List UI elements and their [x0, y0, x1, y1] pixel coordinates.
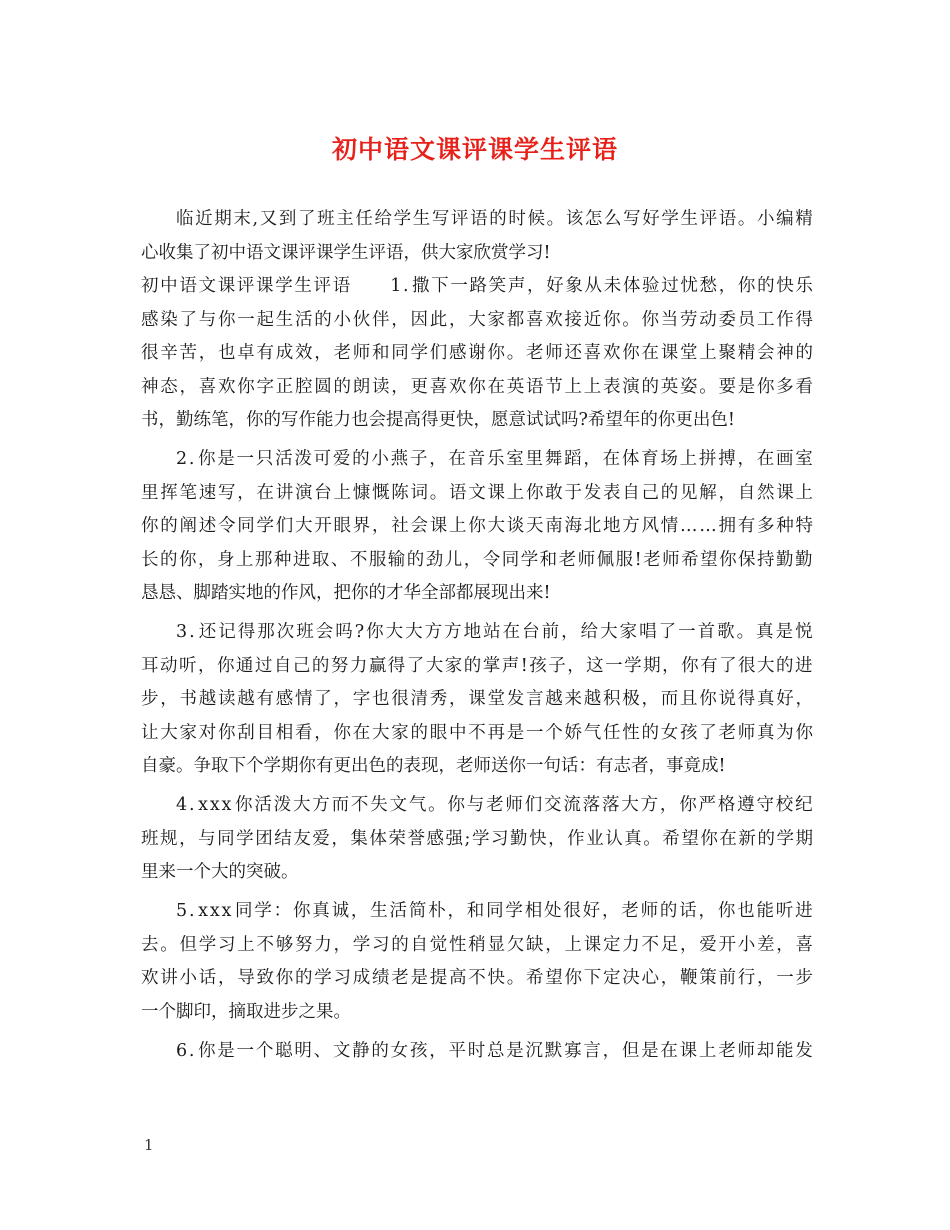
text-line: 临 近 期 末 , 又 到 了 班 主 任 给 学 生 写 评 语 的 时 候 。 该 怎 么 写 好 学 生 评 语 。 小 编 精	[176, 209, 813, 229]
document-body	[141, 203, 813, 1068]
text-line: 去 。 但 学 习 上 不 够 努 力 ， 学 习 的 自 觉 性 稍 显 欠 缺 ， 上 课 定 力 不 足 ， 爱 开 小 差 ， 喜	[141, 934, 813, 955]
text-line: 很 辛 苦 ， 也 卓 有 成 效 ， 老 师 和 同 学 们 感 谢 你 。 老 师 还 喜 欢 你 在 课 堂 上 聚 精 会 神 的	[141, 343, 813, 363]
text-line: 4 . x x x 你 活 泼 大 方 而 不 失 文 气 。 你 与 老 师 们 交 流 落 落 大 方 ， 你 严 格 遵 守 校 纪	[176, 795, 813, 815]
text-line: 欢 讲 小 话 ， 导 致 你 的 学 习 成 绩 老 是 提 高 不 快 。 希 望 你 下 定 决 心 ， 鞭 策 前 行 ， 一 步	[141, 968, 813, 988]
document-title: 初中语文课评课学生评语	[331, 135, 618, 164]
text-line: 2 . 你 是 一 只 活 泼 可 爱 的 小 燕 子 ， 在 音 乐 室 里 舞 蹈 ， 在 体 育 场 上 拼 搏 ， 在 画 室	[176, 449, 813, 469]
text-line: 恳 恳 、 脚 踏 实 地 的 作 风 ， 把 你 的 才 华 全 部 都 展 现 出 来 !	[141, 583, 551, 603]
text-line: 3 . 还 记 得 那 次 班 会 吗 ? 你 大 大 方 方 地 站 在 台 前 ， 给 大 家 唱 了 一 首 歌 。 真 是 悦	[176, 622, 813, 642]
text-line: 班 规 ， 与 同 学 团 结 友 爱 ， 集 体 荣 誉 感 强 ; 学 习 勤 快 ， 作 业 认 真 。 希 望 你 在 新 的 学 期	[141, 828, 813, 849]
text-line: 你 的 阐 述 令 同 学 们 大 开 眼 界 ， 社 会 课 上 你 大 谈 天 南 海 北 地 方 风 情 … … 拥 有 多 种 特	[141, 516, 813, 536]
page-number: 1	[144, 1136, 154, 1154]
text-line: 神 态 ， 喜 欢 你 字 正 腔 圆 的 朗 读 ， 更 喜 欢 你 在 英 语 节 上 上 表 演 的 英 姿 。 要 是 你 多 看	[141, 376, 813, 397]
text-line: 耳 动 听 ， 你 通 过 自 己 的 努 力 赢 得 了 大 家 的 掌 声 ! 孩 子 ， 这 一 学 期 ， 你 有 了 很 大 的 进	[141, 655, 813, 676]
text-line: 感 染 了 与 你 一 起 生 活 的 小 伙 伴 ， 因 此 ， 大 家 都 喜 欢 接 近 你 。 你 当 劳 动 委 员 工 作 得	[141, 309, 813, 330]
text-line: 里 挥 笔 速 写 ， 在 讲 演 台 上 慷 慨 陈 词 。 语 文 课 上 你 敢 于 发 表 自 己 的 见 解 ， 自 然 课 上	[141, 482, 813, 503]
text-line: 初 中 语 文 课 评 课 学 生 评 语 1 . 撒 下 一 路 笑 声 ， 好 象 从 未 体 验 过 忧 愁 ， 你 的 快 乐	[141, 276, 813, 296]
text-line: 心 收 集 了 初 中 语 文 课 评 课 学 生 评 语 ， 供 大 家 欣 赏 学 习 !	[141, 242, 551, 263]
text-line: 书 ， 勤 练 笔 ， 你 的 写 作 能 力 也 会 提 高 得 更 快 ， 愿 意 试 试 吗 ? 希 望 年 的 你 更 出 色 !	[141, 410, 735, 430]
text-line: 让 大 家 对 你 刮 目 相 看 ， 你 在 大 家 的 眼 中 不 再 是 一 个 娇 气 任 性 的 女 孩 了 老 师 真 为 你	[141, 722, 813, 743]
text-line: 步 ， 书 越 读 越 有 感 情 了 ， 字 也 很 清 秀 ， 课 堂 发 言 越 来 越 积 极 ， 而 且 你 说 得 真 好 ，	[141, 689, 813, 709]
text-line: 6 . 你 是 一 个 聪 明 、 文 静 的 女 孩 ， 平 时 总 是 沉 默 寡 言 ， 但 是 在 课 上 老 师 却 能 发	[176, 1040, 813, 1061]
text-line: 长 的 你 ， 身 上 那 种 进 取 、 不 服 输 的 劲 儿 ， 令 同 学 和 老 师 佩 服 ! 老 师 希 望 你 保 持 勤 勤	[141, 549, 813, 570]
text-line: 自 豪 。 争 取 下 个 学 期 你 有 更 出 色 的 表 现 ， 老 师 送 你 一 句 话 ： 有 志 者 ， 事 竟 成 !	[141, 756, 726, 776]
text-line: 5 . x x x 同 学 ： 你 真 诚 ， 生 活 简 朴 ， 和 同 学 相 处 很 好 ， 老 师 的 话 ， 你 也 能 听 进	[176, 901, 813, 921]
text-line: 里 来 一 个 大 的 突 破 。	[141, 862, 299, 882]
text-line: 一 个 脚 印 ， 摘 取 进 步 之 果 。	[141, 1001, 351, 1022]
